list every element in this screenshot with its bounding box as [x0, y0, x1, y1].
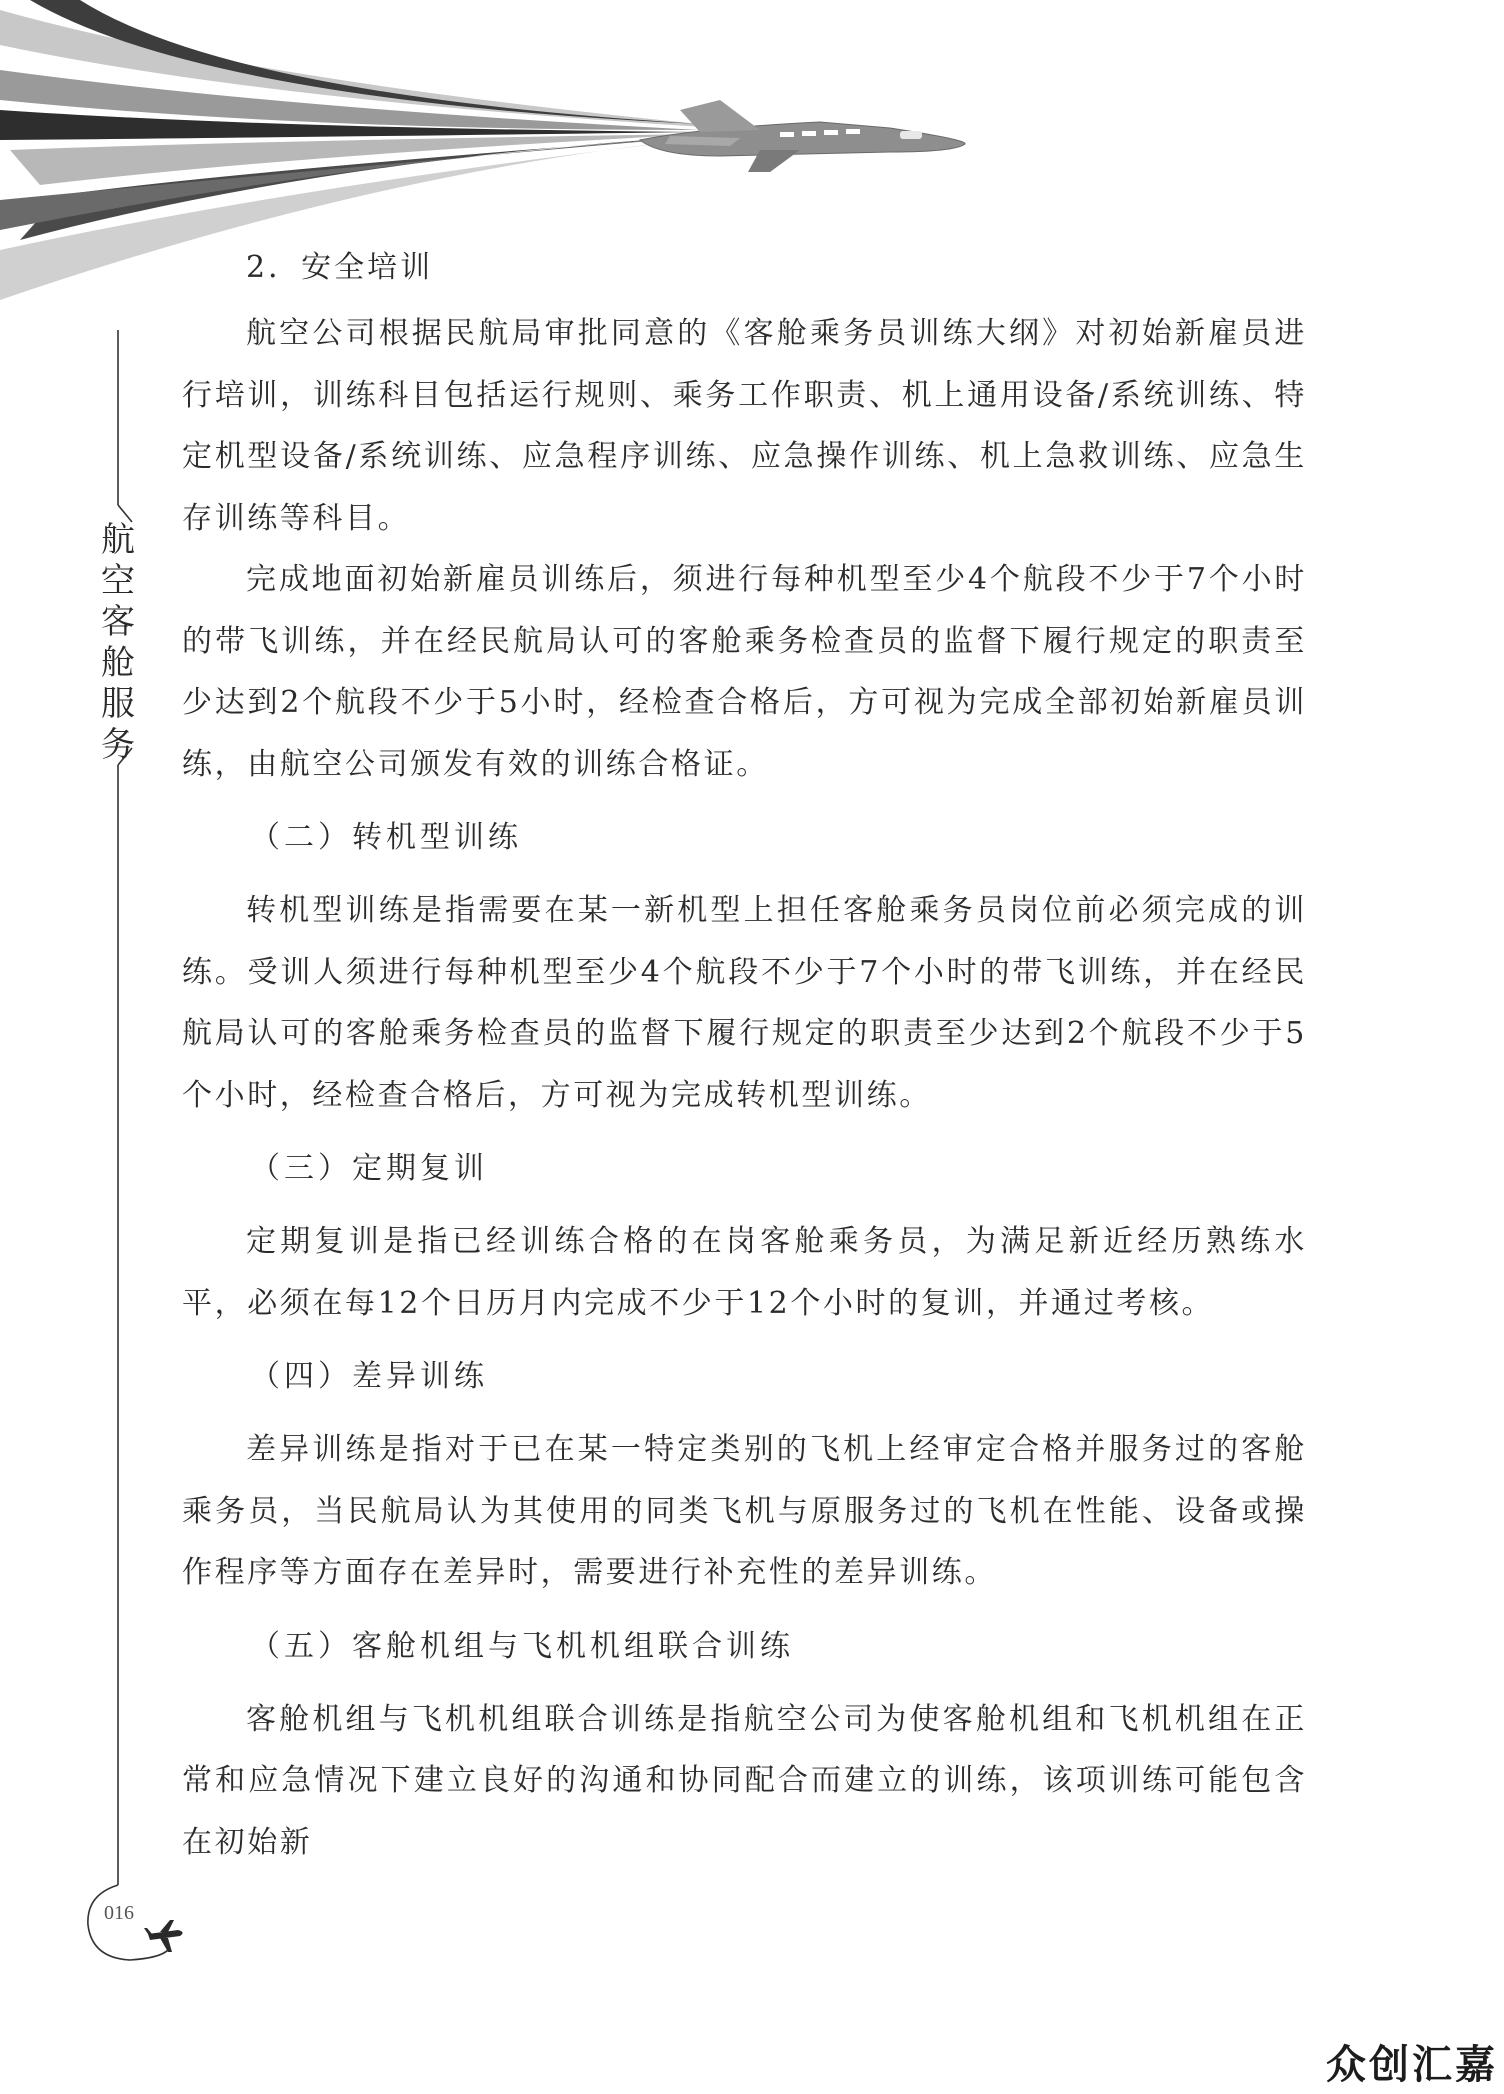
paragraph: 转机型训练是指需要在某一新机型上担任客舱乘务员岗位前必须完成的训练。受训人须进行每种机型至少4个航段不少于7个小时的带飞训练，并在经民航局认可的客舱乘务检查员的监督下履行规定的职责至少达到2个航段不少于5个小时，经检查合格后，方可视为完成转机型训练。	[182, 893, 1307, 1113]
paragraph: 客舱机组与飞机机组联合训练是指航空公司为使客舱机组和飞机机组在正常和应急情况下建立良好的沟通和协同配合而建立的训练，该项训练可能包含在初始新	[182, 1701, 1307, 1860]
paragraph: 完成地面初始新雇员训练后，须进行每种机型至少4个航段不少于7个小时的带飞训练，并在经民航局认可的客舱乘务检查员的监督下履行规定的职责至少达到2个航段不少于5小时，经检查合格后，方可视为完成全部初始新雇员训练，由航空公司颁发有效的训练合格证。	[182, 562, 1307, 782]
section-heading: （五）客舱机组与飞机机组联合训练	[250, 1628, 794, 1664]
subsection-heading: 2．安全培训	[246, 250, 434, 285]
airplane-icon	[640, 100, 965, 172]
watermark-logo: 众创汇嘉	[1326, 2042, 1498, 2088]
section-heading: （二）转机型训练	[250, 820, 522, 855]
book-title-vertical: 航 空 客 舱 服 务	[101, 520, 135, 765]
paragraph: 差异训练是指对于已在某一特定类别的飞机上经审定合格并服务过的客舱乘务员，当民航局认为其使用的同类飞机与原服务过的飞机在性能、设备或操作程序等方面存在差异时，需要进行补充性的差异训练。	[182, 1432, 1307, 1590]
paragraph: 定期复训是指已经训练合格的在岗客舱乘务员，为满足新近经历熟练水平，必须在每12个日历月内完成不少于12个小时的复训，并通过考核。	[182, 1224, 1307, 1321]
paragraph: 航空公司根据民航局审批同意的《客舱乘务员训练大纲》对初始新雇员进行培训，训练科目包括运行规则、乘务工作职责、机上通用设备/系统训练、特定机型设备/系统训练、应急程序训练、应急操作训练、机上急救训练、应急生存训练等科目。	[182, 316, 1307, 536]
section-heading: （三）定期复训	[250, 1151, 488, 1186]
body-text	[182, 243, 1307, 1873]
left-margin-rule	[0, 0, 200, 2094]
section-heading: （四）差异训练	[250, 1359, 488, 1394]
page-number: 016	[104, 1902, 134, 1924]
